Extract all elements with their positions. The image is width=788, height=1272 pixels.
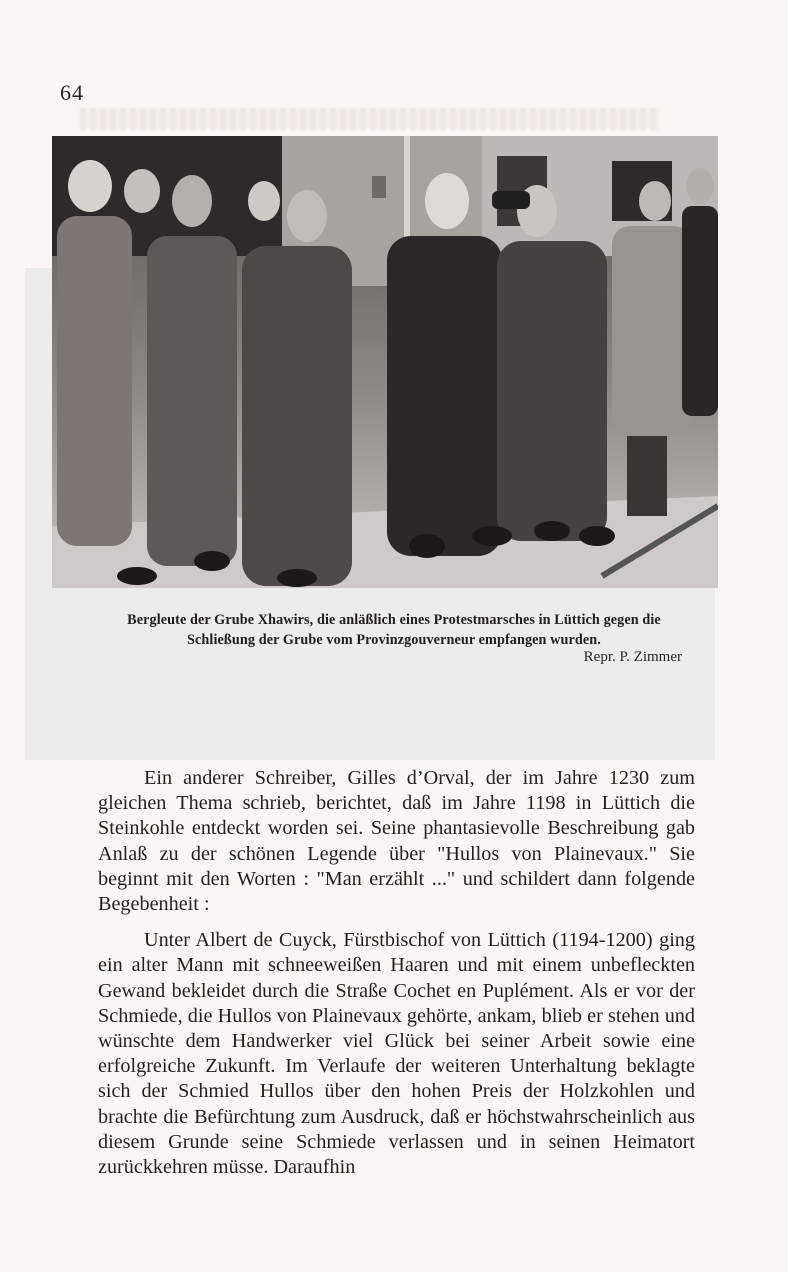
figure-caption: Bergleute der Grube Xhawirs, die anläßlich eines Protestmarsches in Lüttich gegen die Schließung der Grube vom Provinzgouverneur empfangen wurden. <box>127 612 661 648</box>
miners-photograph <box>52 136 718 588</box>
page-number: 64 <box>60 80 84 105</box>
body-text <box>98 766 695 1191</box>
paragraph: Unter Albert de Cuyck, Fürstbischof von Lüttich (1194-1200) ging ein alter Mann mit schneeweißen Haaren und mit einem unbefleckten Gewand bekleidet durch die Straße Cochet en Puplément. Als er vor der Schmiede, die Hullos von Plainevaux gehörte, ankam, blieb er stehen und wünschte dem Handwerker viel Glück bei seiner Arbeit sowie eine erfolgreiche Zukunft. Im Verlaufe der weiteren Unterhaltung beklagte sich der Schmied Hullos über den hohen Preis der Holzkohlen und brachte die Befürchtung zum Ausdruck, daß er höchstwahrscheinlich aus diesem Grunde seine Schmiede verlassen und in seinen Heimatort zurückkehren müsse. Daraufhin <box>98 929 695 1179</box>
paragraph: Ein anderer Schreiber, Gilles d’Orval, der im Jahre 1230 zum gleichen Thema schrieb, berichtet, daß im Jahre 1198 in Lüttich die Steinkohle entdeckt worden sei. Seine phantasievolle Beschreibung gab Anlaß zu der schönen Legende über "Hullos von Plainevaux." Sie beginnt mit den Worten : "Man erzählt ..." und schildert dann folgende Begebenheit : <box>98 767 695 916</box>
bleed-through-text <box>80 108 660 130</box>
photo-credit: Repr. P. Zimmer <box>583 649 682 665</box>
